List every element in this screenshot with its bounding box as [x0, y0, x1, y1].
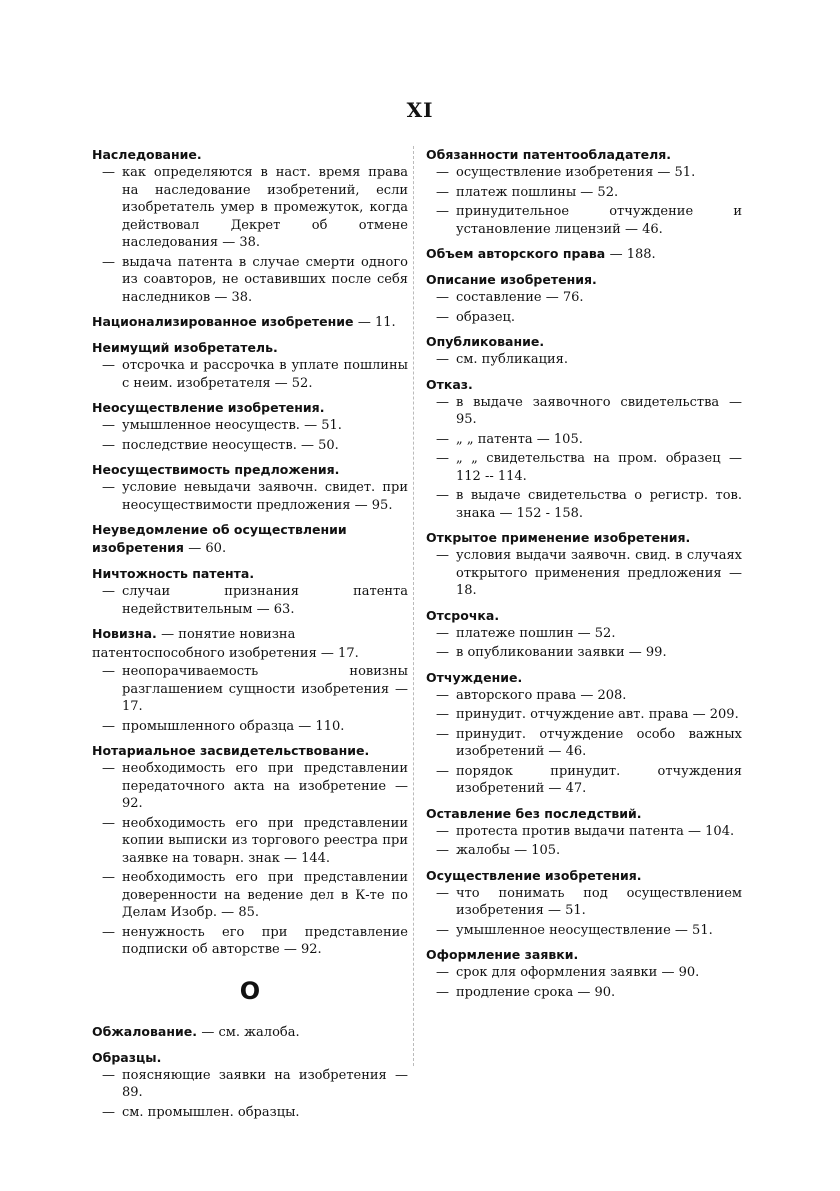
- entry-subitem: [426, 726, 742, 761]
- entry-heading-text: Неуведомление об осуществлении изобретения: [92, 522, 347, 555]
- entry-heading-text: Открытое применение изобретения.: [426, 530, 691, 545]
- entry-heading: [92, 146, 408, 164]
- entry-subitem: [92, 254, 408, 307]
- index-entry: [426, 529, 742, 600]
- entry-heading-tail: — 188.: [609, 247, 656, 262]
- entry-heading-text: Оставление без последствий.: [426, 805, 642, 821]
- entry-heading-text: Ничтожность патента.: [92, 566, 255, 581]
- entry-heading: [426, 245, 742, 264]
- index-entry: [426, 867, 742, 940]
- entry-heading-text: Описание изобретения.: [426, 272, 597, 287]
- left-column: [92, 146, 408, 1128]
- entry-heading: [92, 1023, 408, 1042]
- subitem-text: условие невыдачи заявочн. свидет. при неосуществимости предложения — 95.: [122, 480, 408, 513]
- entry-heading: [426, 867, 742, 885]
- entry-heading: [92, 339, 408, 357]
- subitem-text: составление — 76.: [456, 290, 584, 305]
- dash-marker: —: [436, 431, 449, 447]
- subitem-text: ненужность его при представление подписки об авторстве — 92.: [122, 924, 408, 957]
- entry-heading: [92, 625, 408, 663]
- entry-heading: [426, 376, 742, 394]
- entry-heading: [92, 742, 408, 760]
- dash-marker: —: [436, 984, 449, 1000]
- index-entry: [426, 607, 742, 662]
- entry-subitem: [92, 417, 408, 435]
- subitem-text: в опубликовании заявки — 99.: [456, 645, 667, 660]
- entry-subitem: [92, 479, 408, 514]
- index-entries-o: [92, 1023, 408, 1122]
- index-entry: [92, 146, 408, 306]
- subitem-text: принудительное отчуждение и установление лицензий — 46.: [456, 204, 742, 237]
- entry-heading-text: Обязанности патентообладателя.: [426, 147, 672, 162]
- subitem-text: неопорачиваемость новизны разглашением сущности изобретения — 17.: [122, 664, 408, 714]
- entry-heading-text: Новизна.: [92, 626, 157, 641]
- entry-subitem: [426, 706, 742, 724]
- index-entry: [92, 339, 408, 392]
- entry-heading-text: Обжалование.: [92, 1023, 197, 1039]
- entry-subitem: [426, 351, 742, 369]
- subitem-text: поясняющие заявки на изобретения — 89.: [122, 1067, 408, 1100]
- entry-heading: [426, 805, 742, 823]
- subitem-text: необходимость его при представлении передаточного акта на изобретение — 92.: [122, 761, 408, 811]
- entry-heading-text: Отказ.: [426, 376, 473, 392]
- index-entry: [92, 625, 408, 735]
- index-entry: [92, 1049, 408, 1122]
- index-entry: [426, 333, 742, 369]
- index-entry: [92, 565, 408, 618]
- entry-heading: [92, 565, 408, 583]
- entry-heading: [426, 529, 742, 547]
- dash-marker: —: [102, 418, 115, 433]
- dash-marker: —: [102, 664, 115, 679]
- entry-subitem: [426, 984, 742, 1002]
- entry-heading-text: Неимущий изобретатель.: [92, 340, 278, 355]
- index-entry: [426, 805, 742, 860]
- entry-heading-text: Опубликование.: [426, 334, 545, 349]
- entry-heading-text: Объем авторского права: [426, 246, 606, 261]
- dash-marker: —: [436, 204, 449, 219]
- entry-subitem: [426, 164, 742, 182]
- entry-heading-tail: — см. жалоба.: [201, 1024, 300, 1040]
- index-entry: [92, 461, 408, 514]
- dash-marker: —: [436, 451, 449, 466]
- dash-marker: —: [436, 352, 449, 367]
- subitem-text: принудит. отчуждение авт. права — 209.: [456, 707, 739, 722]
- dash-marker: —: [102, 870, 115, 885]
- index-entry: [92, 742, 408, 959]
- entry-subitem: [426, 289, 742, 307]
- entry-subitem: [426, 842, 742, 860]
- entry-heading: [92, 1049, 408, 1067]
- entry-heading-text: Наследование.: [92, 147, 202, 162]
- entry-subitem: [92, 760, 408, 813]
- dash-marker: —: [436, 726, 449, 742]
- index-entries-o-continued: [426, 146, 742, 1001]
- entry-heading-text: Образцы.: [92, 1049, 162, 1065]
- entry-subitem: [426, 625, 742, 643]
- section-letter: О: [239, 976, 261, 1005]
- entry-heading-text: Отчуждение.: [426, 669, 523, 685]
- subitem-text: платеже пошлин — 52.: [456, 625, 616, 641]
- subitem-text: „ „ свидетельства на пром. образец — 112 -- 114.: [456, 451, 742, 484]
- dash-marker: —: [102, 584, 115, 599]
- dash-marker: —: [436, 488, 449, 503]
- entry-subitem: [426, 547, 742, 600]
- entry-subitem: [92, 1067, 408, 1102]
- index-entry: [426, 245, 742, 264]
- entry-heading: [426, 333, 742, 351]
- dash-marker: —: [102, 358, 115, 373]
- entry-subitem: [426, 823, 742, 841]
- entry-heading-tail: — 11.: [357, 315, 396, 330]
- dash-marker: —: [436, 165, 449, 180]
- entry-subitem: [426, 203, 742, 238]
- dash-marker: —: [102, 718, 115, 734]
- dash-marker: —: [436, 625, 449, 641]
- subitem-text: промышленного образца — 110.: [122, 718, 345, 734]
- entry-heading: [92, 399, 408, 417]
- subitem-text: что понимать под осуществлением изобретения — 51.: [456, 885, 742, 918]
- column-divider: [413, 146, 415, 1066]
- dash-marker: —: [436, 763, 449, 779]
- index-entry: [426, 669, 742, 798]
- index-entry: [92, 399, 408, 454]
- index-entry: [426, 946, 742, 1001]
- subitem-text: принудит. отчуждение особо важных изобретений — 46.: [456, 726, 742, 759]
- dash-marker: —: [436, 965, 449, 980]
- entry-heading-text: Неосуществление изобретения.: [92, 400, 325, 415]
- entry-subitem: [92, 869, 408, 922]
- entry-subitem: [426, 309, 742, 327]
- entry-heading-text: Нотариальное засвидетельствование.: [92, 743, 370, 758]
- dash-marker: —: [436, 548, 449, 563]
- dash-marker: —: [436, 394, 449, 410]
- subitem-text: протеста против выдачи патента — 104.: [456, 823, 735, 839]
- entry-heading-text: Отсрочка.: [426, 607, 500, 623]
- dash-marker: —: [102, 254, 115, 270]
- entry-subitem: [426, 922, 742, 940]
- subitem-text: в выдаче заявочного свидетельства — 95.: [456, 394, 742, 427]
- subitem-text: порядок принудит. отчуждения изобретений — 47.: [456, 763, 742, 796]
- page-number: XI: [406, 98, 434, 122]
- dash-marker: —: [436, 922, 449, 938]
- entry-heading-tail: — 60.: [188, 541, 227, 556]
- dash-marker: —: [102, 437, 115, 453]
- entry-subitem: [426, 487, 742, 522]
- entry-subitem: [426, 885, 742, 920]
- subitem-text: срок для оформления заявки — 90.: [456, 965, 700, 980]
- subitem-text: см. промышлен. образцы.: [122, 1104, 300, 1120]
- subitem-text: последствие неосуществ. — 50.: [122, 437, 339, 453]
- entry-subitem: [92, 357, 408, 392]
- subitem-text: выдача патента в случае смерти одного из соавторов, не оставивших после себя наследников — 38.: [122, 254, 408, 305]
- entry-subitem: [426, 687, 742, 705]
- dash-marker: —: [102, 924, 115, 940]
- subitem-text: случаи признания патента недействительным — 63.: [122, 584, 408, 617]
- entry-heading: [92, 313, 408, 332]
- dash-marker: —: [436, 885, 449, 901]
- dash-marker: —: [102, 165, 115, 180]
- entry-heading-text: Национализированное изобретение: [92, 314, 354, 329]
- index-entry: [92, 521, 408, 558]
- entry-heading: [426, 146, 742, 164]
- dash-marker: —: [436, 823, 449, 839]
- subitem-text: в выдаче свидетельства о регистр. тов. знака — 152 - 158.: [456, 488, 742, 521]
- dash-marker: —: [436, 184, 449, 200]
- dash-marker: —: [102, 1067, 115, 1083]
- entry-subitem: [92, 718, 408, 736]
- entry-subitem: [426, 184, 742, 202]
- entry-subitem: [426, 644, 742, 662]
- index-entries-n: [92, 146, 408, 959]
- entry-subitem: [426, 431, 742, 449]
- entry-subitem: [92, 583, 408, 618]
- dash-marker: —: [436, 687, 449, 703]
- entry-subitem: [426, 763, 742, 798]
- subitem-text: авторского права — 208.: [456, 687, 627, 703]
- entry-heading-text: Неосуществимость предложения.: [92, 462, 340, 477]
- index-entry: [426, 376, 742, 523]
- subitem-text: жалобы — 105.: [456, 843, 561, 858]
- subitem-text: условия выдачи заявочн. свид. в случаях открытого применения предложения — 18.: [456, 548, 742, 598]
- entry-subitem: [92, 924, 408, 959]
- subitem-text: осуществление изобретения — 51.: [456, 165, 696, 180]
- entry-subitem: [92, 815, 408, 868]
- dash-marker: —: [436, 707, 449, 722]
- entry-heading: [92, 521, 408, 558]
- index-entry: [92, 1023, 408, 1042]
- subitem-text: отсрочка и рассрочка в уплате пошлины с неим. изобретателя — 52.: [122, 358, 408, 391]
- entry-subitem: [92, 437, 408, 455]
- entry-heading: [426, 271, 742, 289]
- subitem-text: образец.: [456, 309, 516, 325]
- subitem-text: платеж пошлины — 52.: [456, 184, 619, 200]
- index-entry: [92, 313, 408, 332]
- subitem-text: умышленное неосуществление — 51.: [456, 922, 713, 938]
- dash-marker: —: [436, 843, 449, 858]
- subitem-text: необходимость его при представлении доверенности на ведение дел в К-те по Делам Изобр. — 85.: [122, 870, 408, 920]
- entry-subitem: [92, 663, 408, 716]
- subitem-text: как определяются в наст. время права на наследование изобретений, если изобретатель умер в промежуток, когда действовал Декрет об отмене наследования — 38.: [122, 165, 408, 250]
- dash-marker: —: [102, 761, 115, 776]
- dash-marker: —: [436, 309, 449, 325]
- entry-subitem: [92, 164, 408, 252]
- entry-subitem: [426, 964, 742, 982]
- subitem-text: см. публикация.: [456, 352, 568, 367]
- entry-subitem: [426, 394, 742, 429]
- dash-marker: —: [436, 645, 449, 660]
- entry-subitem: [426, 450, 742, 485]
- index-entry: [426, 146, 742, 238]
- entry-subitem: [92, 1104, 408, 1122]
- entry-heading: [426, 669, 742, 687]
- entry-heading: [92, 461, 408, 479]
- entry-heading: [426, 607, 742, 625]
- index-entry: [426, 271, 742, 326]
- entry-heading-text: Осуществление изобретения.: [426, 867, 642, 883]
- right-column: [426, 146, 742, 1008]
- dash-marker: —: [102, 815, 115, 831]
- subitem-text: необходимость его при представлении копии выписки из торгового реестра при заявке на товарн. знак — 144.: [122, 815, 408, 866]
- entry-heading-text: Оформление заявки.: [426, 947, 579, 962]
- subitem-text: „ „ патента — 105.: [456, 431, 583, 447]
- entry-heading-tail: — понятие новизна патентоспособного изобретения — 17.: [92, 627, 359, 661]
- subitem-text: продление срока — 90.: [456, 984, 616, 1000]
- entry-heading: [426, 946, 742, 964]
- subitem-text: умышленное неосуществ. — 51.: [122, 418, 342, 433]
- dash-marker: —: [102, 480, 115, 495]
- dash-marker: —: [436, 290, 449, 305]
- dash-marker: —: [102, 1104, 115, 1120]
